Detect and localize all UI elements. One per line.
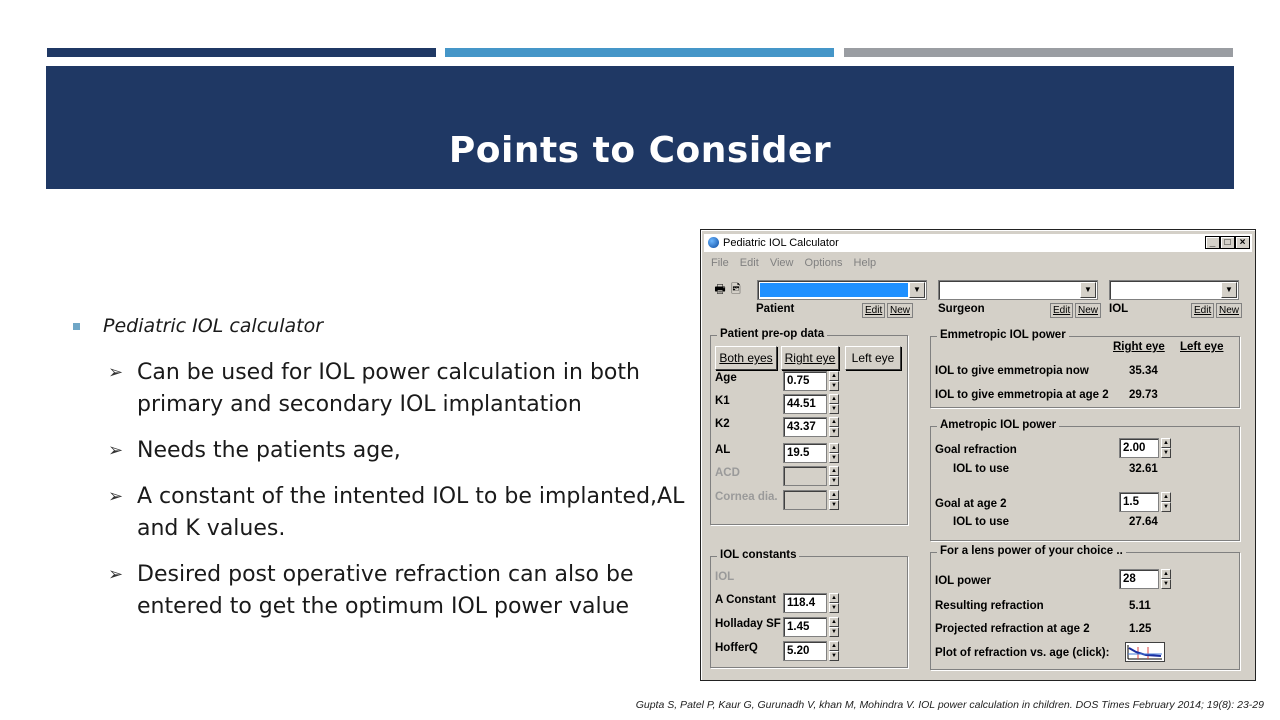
iol-calculator-window — [700, 229, 1256, 681]
projected-refraction-label: Projected refraction at age 2 — [935, 623, 1090, 635]
bullet-list — [70, 315, 695, 637]
spin-down-icon[interactable]: ▼ — [829, 453, 839, 463]
sub-bullet — [70, 481, 695, 545]
sub-bullet-line: A constant of the intented IOL to be implanted,AL — [137, 484, 685, 509]
spin-up-icon[interactable]: ▲ — [1161, 438, 1171, 448]
spin-up-icon[interactable]: ▲ — [829, 417, 839, 427]
right-eye-button[interactable]: Right eye — [781, 346, 839, 370]
k1-label: K1 — [715, 395, 730, 407]
a-constant-label: A Constant — [715, 594, 776, 606]
emmetropia-now-value: 35.34 — [1129, 365, 1158, 377]
al-label: AL — [715, 444, 731, 456]
square-bullet-icon — [73, 323, 80, 330]
iol-new-button[interactable]: New — [1216, 303, 1242, 318]
emmetropia-age2-label: IOL to give emmetropia at age 2 — [935, 389, 1109, 401]
spin-up-icon[interactable]: ▲ — [1161, 492, 1171, 502]
iol-select[interactable] — [1109, 280, 1239, 300]
patient-label: Patient — [756, 303, 795, 315]
spin-down-icon[interactable]: ▼ — [1161, 579, 1171, 589]
goal-age2-input[interactable]: 1.5 — [1119, 492, 1159, 512]
spin-down-icon[interactable]: ▼ — [829, 404, 839, 414]
arrow-bullet-icon: ➢ — [108, 486, 124, 507]
emmetropia-age2-value: 29.73 — [1129, 389, 1158, 401]
holladay-sf-input[interactable]: 1.45 — [783, 617, 827, 637]
spin-down-icon[interactable]: ▼ — [1161, 502, 1171, 512]
hofferq-input[interactable]: 5.20 — [783, 641, 827, 661]
iol-to-use-age2-value: 27.64 — [1129, 516, 1158, 528]
sub-bullet-line: primary and secondary IOL implantation — [137, 392, 582, 417]
arrow-bullet-icon: ➢ — [108, 362, 124, 383]
sub-bullet — [70, 357, 695, 421]
sub-bullet — [70, 435, 695, 467]
maximize-button[interactable]: □ — [1220, 236, 1235, 249]
chevron-down-icon[interactable]: ▼ — [1221, 282, 1237, 298]
iol-constants-title: IOL constants — [717, 549, 799, 561]
iol-constant-label: IOL — [715, 571, 735, 583]
chevron-down-icon[interactable]: ▼ — [909, 282, 925, 298]
menu-bar — [711, 257, 884, 269]
k2-label: K2 — [715, 418, 730, 430]
spin-down-icon: ▼ — [829, 476, 839, 486]
spin-up-icon[interactable]: ▲ — [829, 394, 839, 404]
k1-input[interactable]: 44.51 — [783, 394, 827, 414]
spin-up-icon[interactable]: ▲ — [829, 641, 839, 651]
emmetropic-title: Emmetropic IOL power — [937, 329, 1069, 341]
spin-down-icon[interactable]: ▼ — [829, 627, 839, 637]
holladay-sf-label: Holladay SF — [715, 618, 781, 630]
goal-refraction-label: Goal refraction — [935, 444, 1017, 456]
menu-view[interactable]: View — [769, 257, 794, 269]
ametropic-group — [930, 419, 1240, 541]
menu-edit[interactable]: Edit — [739, 257, 759, 269]
sub-bullet-line: Needs the patients age, — [137, 438, 401, 463]
age-label: Age — [715, 372, 737, 384]
goal-age2-label: Goal at age 2 — [935, 498, 1007, 510]
projected-refraction-value: 1.25 — [1129, 623, 1152, 635]
spin-down-icon: ▼ — [829, 500, 839, 510]
sub-bullet-line: Desired post operative refraction can also be — [137, 562, 634, 587]
resulting-refraction-value: 5.11 — [1129, 600, 1151, 612]
plot-label: Plot of refraction vs. age (click): — [935, 647, 1110, 659]
spin-up-icon: ▲ — [829, 490, 839, 500]
left-eye-button[interactable]: Left eye — [845, 346, 901, 370]
lens-choice-title: For a lens power of your choice .. — [937, 545, 1126, 557]
a-constant-input[interactable]: 118.4 — [783, 593, 827, 613]
spin-up-icon[interactable]: ▲ — [829, 371, 839, 381]
app-icon — [708, 237, 719, 248]
both-eyes-button[interactable]: Both eyes — [715, 346, 777, 370]
spin-down-icon[interactable]: ▼ — [829, 381, 839, 391]
iol-power-input[interactable]: 28 — [1119, 569, 1159, 589]
surgeon-select[interactable] — [938, 280, 1098, 300]
acd-label: ACD — [715, 467, 740, 479]
spin-down-icon[interactable]: ▼ — [829, 651, 839, 661]
surgeon-edit-button[interactable]: Edit — [1050, 303, 1073, 318]
emmetropia-now-label: IOL to give emmetropia now — [935, 365, 1089, 377]
spin-down-icon[interactable]: ▼ — [829, 427, 839, 437]
preop-group — [710, 328, 908, 525]
iol-power-label: IOL power — [935, 575, 992, 587]
patient-select[interactable] — [757, 280, 927, 300]
iol-to-use-value: 32.61 — [1129, 463, 1158, 475]
window-titlebar[interactable] — [704, 234, 1252, 252]
cornea-dia-label: Cornea dia. — [715, 491, 778, 503]
iol-to-use-age2-label: IOL to use — [953, 516, 1010, 528]
surgeon-new-button[interactable]: New — [1075, 303, 1101, 318]
k2-input[interactable]: 43.37 — [783, 417, 827, 437]
arrow-bullet-icon: ➢ — [108, 440, 124, 461]
hofferq-label: HofferQ — [715, 642, 758, 654]
iol-constants-group — [710, 549, 908, 668]
sub-bullet-line: Can be used for IOL power calculation in both — [137, 360, 640, 385]
spin-up-icon[interactable]: ▲ — [829, 443, 839, 453]
patient-new-button[interactable]: New — [887, 303, 913, 318]
title-band — [46, 66, 1234, 189]
goal-refraction-input[interactable]: 2.00 — [1119, 438, 1159, 458]
minimize-button[interactable]: _ — [1205, 236, 1220, 249]
spin-down-icon[interactable]: ▼ — [1161, 448, 1171, 458]
print-icon[interactable]: 🖶 — [714, 282, 726, 296]
col-left-eye: Left eye — [1180, 341, 1224, 353]
accent-stripe-blue — [445, 48, 834, 57]
spin-down-icon[interactable]: ▼ — [829, 603, 839, 613]
bullet-main-text: Pediatric IOL calculator — [103, 315, 324, 337]
spin-up-icon: ▲ — [829, 466, 839, 476]
col-right-eye: Right eye — [1113, 341, 1165, 353]
cornea-dia-input — [783, 490, 827, 510]
accent-stripe-gray — [844, 48, 1233, 57]
sub-bullet — [70, 559, 695, 623]
spin-up-icon[interactable]: ▲ — [829, 617, 839, 627]
window-title: Pediatric IOL Calculator — [723, 237, 839, 249]
preview-icon[interactable]: 🖻 — [731, 282, 741, 296]
spin-up-icon[interactable]: ▲ — [829, 593, 839, 603]
resulting-refraction-label: Resulting refraction — [935, 600, 1044, 612]
bullet-main — [70, 315, 695, 337]
lens-choice-group — [930, 545, 1240, 670]
accent-stripe-navy — [47, 48, 436, 57]
sub-bullet-line: and K values. — [137, 516, 286, 541]
arrow-bullet-icon: ➢ — [108, 564, 124, 585]
ametropic-title: Ametropic IOL power — [937, 419, 1059, 431]
acd-input — [783, 466, 827, 486]
preop-title: Patient pre-op data — [717, 328, 827, 340]
menu-help[interactable]: Help — [853, 257, 877, 269]
menu-file[interactable]: File — [711, 257, 729, 269]
sub-bullet-line: entered to get the optimum IOL power value — [137, 594, 630, 619]
spin-up-icon[interactable]: ▲ — [1161, 569, 1171, 579]
age-input[interactable]: 0.75 — [783, 371, 827, 391]
iol-label: IOL — [1109, 303, 1129, 315]
citation: Gupta S, Patel P, Kaur G, Gurunadh V, khan M, Mohindra V. IOL power calculation in children. DOS Times February 2014; 19(8): 23-29 — [635, 699, 1264, 711]
iol-edit-button[interactable]: Edit — [1191, 303, 1214, 318]
surgeon-label: Surgeon — [938, 303, 985, 315]
al-input[interactable]: 19.5 — [783, 443, 827, 463]
patient-edit-button[interactable]: Edit — [862, 303, 885, 318]
emmetropic-group — [930, 329, 1240, 408]
slide-title: Points to Consider — [448, 130, 832, 171]
iol-to-use-label: IOL to use — [953, 463, 1010, 475]
plot-chart-icon[interactable] — [1125, 642, 1165, 662]
menu-options[interactable]: Options — [804, 257, 843, 269]
chevron-down-icon[interactable]: ▼ — [1080, 282, 1096, 298]
close-button[interactable]: × — [1235, 236, 1250, 249]
